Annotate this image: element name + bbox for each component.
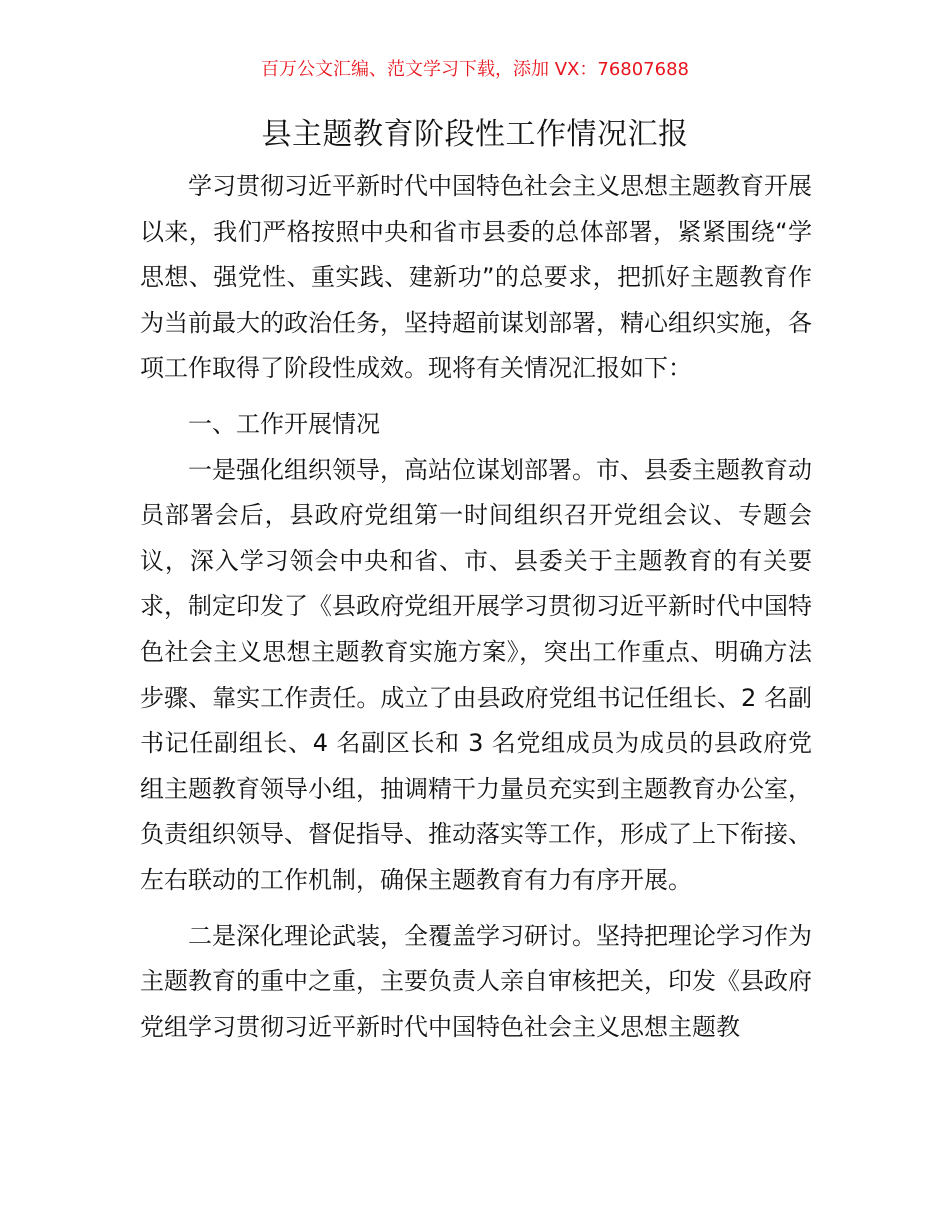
watermark-banner: 百万公文汇编、范文学习下载，添加 VX：76807688 bbox=[261, 59, 689, 80]
paragraph-organization-leadership: 一是强化组织领导，高站位谋划部署。市、县委主题教育动员部署会后，县政府党组第一时间组织召开党组会议、专题会议，深入学习领会中央和省、市、县委关于主题教育的有关要求，制定印发了《县政府党组开展学习贯彻习近平新时代中国特色社会主义思想主题教育实施方案》，突出工作重点、明确方法步骤、靠实工作责任。成立了由县政府党组书记任组长、2 名副书记任副组长、4 名副区长和 3 名党组成员为成员的县政府党组主题教育领导小组，抽调精干力量员充实到主题教育办公室，负责组织领导、督促指导、推动落实等工作，形成了上下衔接、左右联动的工作机制，确保主题教育有力有序开展。 bbox=[140, 455, 812, 894]
section-heading-work-progress: 一、工作开展情况 bbox=[188, 409, 380, 438]
document-body bbox=[140, 164, 812, 1050]
paragraph-theory-study: 二是深化理论武装，全覆盖学习研讨。坚持把理论学习作为主题教育的重中之重，主要负责人亲自审核把关，印发《县政府党组学习贯彻习近平新时代中国特色社会主义思想主题教 bbox=[140, 921, 812, 1041]
document-title: 县主题教育阶段性工作情况汇报 bbox=[261, 117, 689, 152]
intro-paragraph: 学习贯彻习近平新时代中国特色社会主义思想主题教育开展以来，我们严格按照中央和省市县委的总体部署，紧紧围绕“学思想、强党性、重实践、建新功”的总要求，把抓好主题教育作为当前最大的政治任务，坚持超前谋划部署，精心组织实施，各项工作取得了阶段性成效。现将有关情况汇报如下： bbox=[140, 172, 812, 383]
